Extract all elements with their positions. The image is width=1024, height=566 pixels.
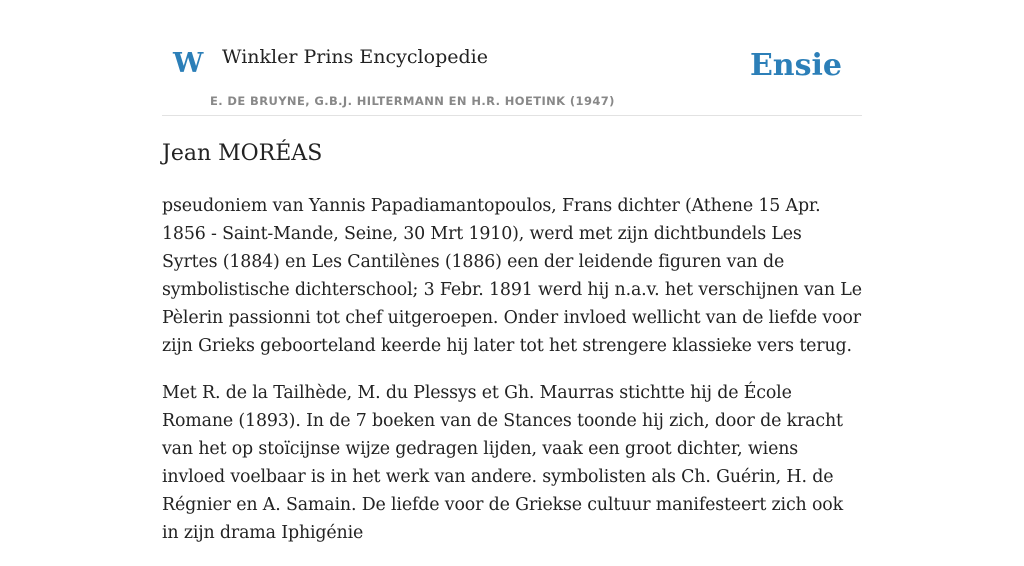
source-header <box>162 0 862 116</box>
article-title: Jean MORÉAS <box>162 141 323 166</box>
ensie-logo-link[interactable]: Ensie <box>749 48 842 83</box>
source-logo[interactable]: W <box>173 48 204 79</box>
article-paragraph: pseudoniem van Yannis Papadiamantopoulos, Frans dichter (Athene 15 Apr. 1856 - Saint-Mande, Seine, 30 Mrt 1910), werd met zijn dichtbundels Les Syrtes (1884) en Les Cantilènes (1886) een der leidende figuren van de symbolistische dichterschool; 3 Febr. 1891 werd hij n.a.v. het verschijnen van Le Pèlerin passionni tot chef uitgeroepen. Onder invloed wellicht van de liefde voor zijn Grieks geboorteland keerde hij later tot het strengere klassieke vers terug. <box>162 196 862 356</box>
article-paragraph: Met R. de la Tailhède, M. du Plessys et Gh. Maurras stichtte hij de École Romane (1893). In de 7 boeken van de Stances toonde hij zich, door de kracht van het op stoïcijnse wijze gedragen lijden, vaak een groot dichter, wiens invloed voelbaar is in het werk van andere. symbolisten als Ch. Guérin, H. de Régnier en A. Samain. De liefde voor de Griekse cultuur manifesteert zich ook in zijn drama Iphigénie <box>162 383 844 543</box>
source-title[interactable]: Winkler Prins Encyclopedie <box>222 46 488 68</box>
article-body <box>162 192 862 566</box>
source-authors: E. DE BRUYNE, G.B.J. HILTERMANN EN H.R. HOETINK (1947) <box>210 94 615 108</box>
